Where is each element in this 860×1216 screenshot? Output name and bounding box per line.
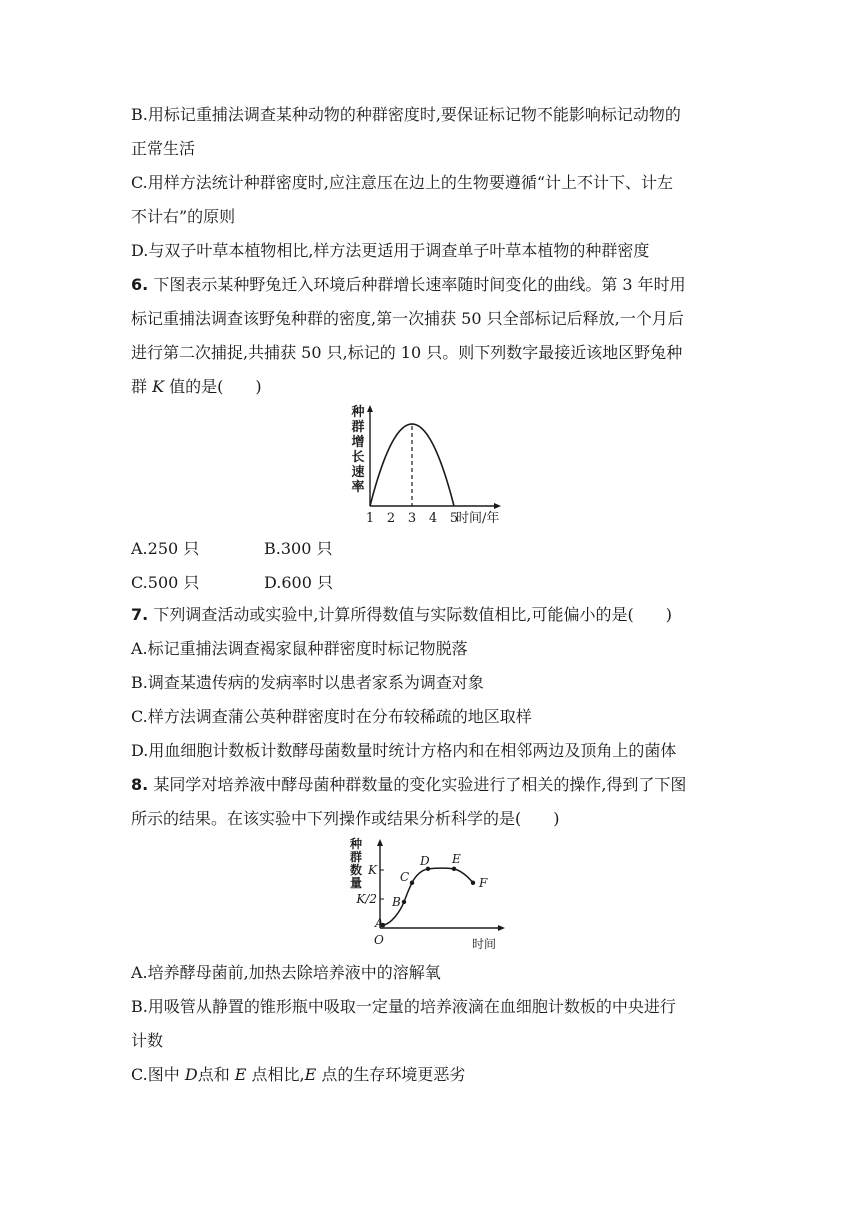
y-axis-label-char: 速 xyxy=(351,465,365,480)
y-axis-label-char: 增 xyxy=(351,435,365,450)
q6-option-a: A.250 只 xyxy=(131,539,200,558)
q8-stem-line2: 所示的结果。在该实验中下列操作或结果分析科学的是( ) xyxy=(131,809,560,828)
x-axis-label: 时间 xyxy=(471,937,497,951)
x-tick-label: 5 xyxy=(449,511,459,526)
yeast-population-chart xyxy=(346,836,518,954)
q7-option-c: C.样方法调查蒲公英种群密度时在分布较稀疏的地区取样 xyxy=(131,707,532,726)
q8-c-pre: C.图中 xyxy=(131,1065,185,1084)
point-c xyxy=(410,881,414,885)
point-f xyxy=(471,881,475,885)
y-tick-label: K xyxy=(368,863,377,877)
x-axis-label: 时间/年 xyxy=(456,511,500,526)
origin-label: O xyxy=(374,933,384,947)
y-axis-arrow xyxy=(367,405,373,412)
point-label-a: A xyxy=(375,916,384,931)
x-tick-label: 4 xyxy=(428,511,438,526)
y-axis-arrow xyxy=(377,839,383,846)
q6-stem-line1 xyxy=(131,274,740,296)
y-axis-label-char: 群 xyxy=(349,850,363,864)
point-label-b: B xyxy=(392,894,401,909)
x-axis-arrow xyxy=(498,925,505,931)
q5-option-c-line1: C.用样方法统计种群密度时,应注意压在边上的生物要遵循“计上不计下、计左 xyxy=(131,173,674,192)
y-axis-label-char: 量 xyxy=(349,876,363,890)
y-axis-label-char: 种 xyxy=(351,405,365,420)
q8-c-mid2: 点相比, xyxy=(246,1065,305,1084)
q6-stem-line3: 进行第二次捕捉,共捕获 50 只,标记的 10 只。则下列数字最接近该地区野兔种 xyxy=(131,343,683,362)
point-label-e: E xyxy=(452,851,461,866)
q7-stem-text: 下列调查活动或实验中,计算所得数值与实际数值相比,可能偏小的是( ) xyxy=(153,605,672,624)
q8-stem-line1 xyxy=(131,774,740,796)
q6-k-symbol: K xyxy=(152,377,165,396)
q8-option-a: A.培养酵母菌前,加热去除培养液中的溶解氧 xyxy=(131,963,441,982)
y-axis-label-char: 率 xyxy=(351,480,365,495)
q6-option-c: C.500 只 xyxy=(131,573,200,592)
q8-option-b-line1: B.用吸管从静置的锥形瓶中吸取一定量的培养液滴在血细胞计数板的中央进行 xyxy=(131,997,676,1016)
q8-number: 8. xyxy=(131,775,149,794)
q6-option-d: D.600 只 xyxy=(264,573,333,592)
point-e xyxy=(452,867,456,871)
q5-option-b-line1: B.用标记重捕法调查某种动物的种群密度时,要保证标记物不能影响标记动物的 xyxy=(131,105,681,124)
q5-option-d: D.与双子叶草本植物相比,样方法更适用于调查单子叶草本植物的种群密度 xyxy=(131,241,650,260)
q7-option-d: D.用血细胞计数板计数酵母菌数量时统计方格内和在相邻两边及顶角上的菌体 xyxy=(131,741,677,760)
y-axis-label-char: 数 xyxy=(349,863,363,877)
q6-option-b: B.300 只 xyxy=(264,539,333,558)
point-b xyxy=(402,900,406,904)
y-axis-label-char: 种 xyxy=(349,837,363,851)
x-tick-label: 3 xyxy=(407,511,417,526)
q6-stem-pre: 群 xyxy=(131,377,153,396)
point-label-c: C xyxy=(400,869,410,884)
q7-option-b: B.调查某遗传病的发病率时以患者家系为调查对象 xyxy=(131,673,484,692)
y-tick-label: K/2 xyxy=(356,892,377,906)
q8-stem-text1: 某同学对培养液中酵母菌种群数量的变化实验进行了相关的操作,得到了下图 xyxy=(153,775,687,794)
x-tick-label: 1 xyxy=(365,511,375,526)
q7-stem xyxy=(131,604,740,626)
y-axis-label-char: 群 xyxy=(351,420,365,435)
q5-option-c-line2: 不计右”的原则 xyxy=(131,207,236,226)
q8-c-d: D xyxy=(184,1065,198,1084)
q7-number: 7. xyxy=(131,605,149,624)
q8-c-e: E xyxy=(234,1065,247,1084)
x-axis-arrow xyxy=(494,503,501,509)
q8-option-c xyxy=(131,1064,740,1086)
growth-rate-chart xyxy=(346,402,516,528)
q6-stem-text1: 下图表示某种野兔迁入环境后种群增长速率随时间变化的曲线。第 3 年时用 xyxy=(153,275,686,294)
q8-c-mid: 点和 xyxy=(197,1065,235,1084)
point-label-f: F xyxy=(479,875,488,890)
q8-option-b-line2: 计数 xyxy=(131,1031,164,1050)
q5-option-b-line2: 正常生活 xyxy=(131,139,196,158)
q6-number: 6. xyxy=(131,275,149,294)
q8-c-e2: E xyxy=(304,1065,317,1084)
x-tick-label: 2 xyxy=(386,511,396,526)
q6-stem-line2: 标记重捕法调查该野兔种群的密度,第一次捕获 50 只全部标记后释放,一个月后 xyxy=(131,309,684,328)
point-label-d: D xyxy=(420,853,430,868)
y-axis-label-char: 长 xyxy=(351,450,365,465)
q7-option-a: A.标记重捕法调查褐家鼠种群密度时标记物脱落 xyxy=(131,639,468,658)
q6-stem-post: 值的是( ) xyxy=(164,377,262,396)
q6-stem-line4 xyxy=(131,376,740,398)
q8-c-post: 点的生存环境更恶劣 xyxy=(316,1065,466,1084)
